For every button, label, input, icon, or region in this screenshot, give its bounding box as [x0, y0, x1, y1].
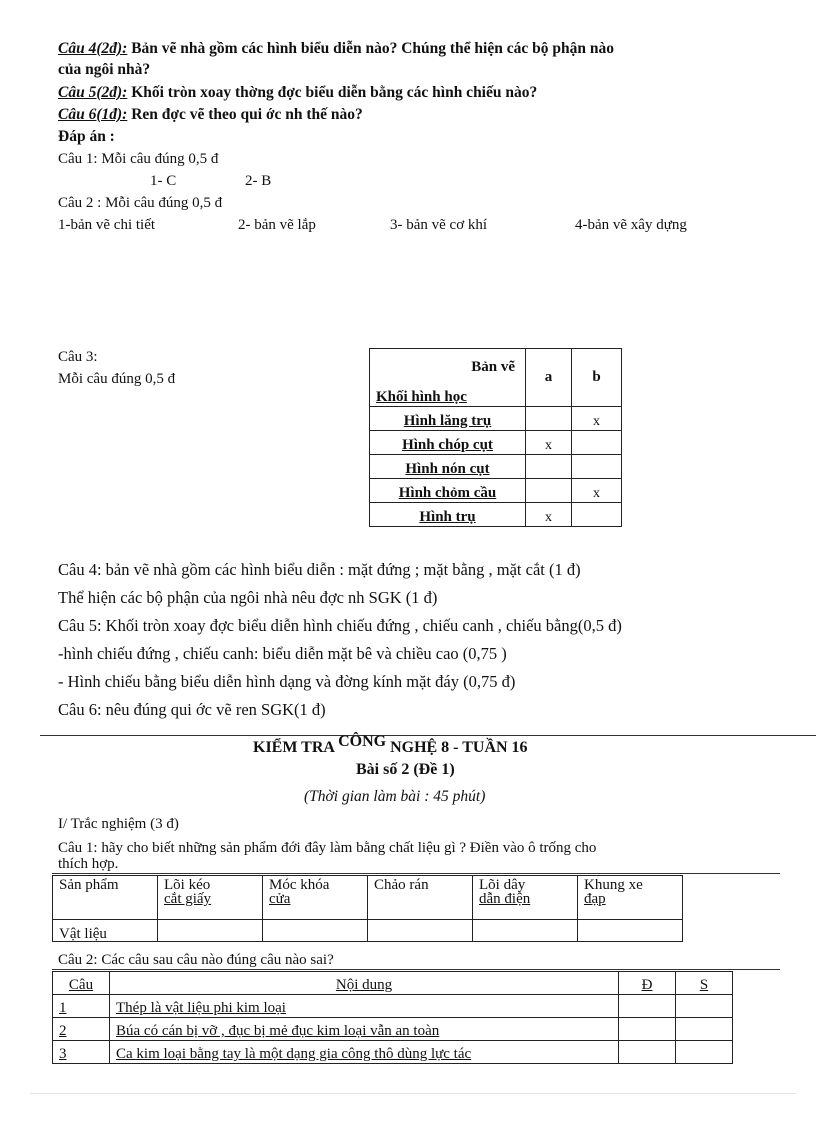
tf-header-content: Nội dung	[110, 972, 619, 995]
exam-section: I/ Trắc nghiệm (3 đ)	[58, 816, 179, 832]
question-4-cont: của ngôi nhà?	[58, 61, 151, 78]
product-line: đạp	[584, 891, 606, 907]
material-cell	[578, 920, 683, 942]
exam-q1-b: thích hợp.	[58, 856, 119, 872]
cau1-answer-1: 1- C	[150, 173, 177, 189]
shape-table-col-b: b	[572, 349, 622, 407]
question-6	[58, 106, 363, 124]
tf-row-false	[676, 1041, 733, 1064]
product-cell	[158, 876, 263, 920]
answer-line-6: Câu 6: nêu đúng qui ớc vẽ ren SGK(1 đ)	[58, 700, 326, 719]
product-line: Lõi kéo	[164, 877, 211, 893]
product-line: Chảo rán	[374, 877, 429, 893]
question-6-label: Câu 6(1đ):	[58, 106, 128, 123]
shape-row-name: Hình chỏm cầu	[370, 479, 526, 503]
tf-header-false: S	[676, 972, 733, 995]
cau1-line: Câu 1: Mỗi câu đúng 0,5 đ	[58, 151, 219, 167]
shape-table-col-a: a	[526, 349, 572, 407]
q1-rule	[52, 873, 780, 874]
tf-row-num: 2	[53, 1018, 110, 1041]
exam-title-c: NGHỆ 8 - TUẦN 16	[390, 739, 528, 756]
cau3-line-2: Mỗi câu đúng 0,5 đ	[58, 371, 176, 387]
product-line: dẫn điện	[479, 891, 531, 907]
question-6-text: Ren đợc vẽ theo qui ớc nh thế nào?	[131, 106, 363, 123]
question-4-text: Bản vẽ nhà gồm các hình biểu diễn nào? Chúng thể hiện các bộ phận nào	[131, 40, 614, 57]
question-5-label: Câu 5(2đ):	[58, 84, 128, 101]
shape-row-a	[526, 407, 572, 431]
question-5	[58, 84, 537, 102]
product-line: Móc khóa	[269, 877, 330, 893]
exam-subtitle: Bài số 2 (Đề 1)	[356, 761, 455, 778]
product-table	[52, 875, 683, 942]
section-divider	[40, 735, 816, 736]
cau2-line: Câu 2 : Mỗi câu đúng 0,5 đ	[58, 195, 223, 211]
product-line: cắt giấy	[164, 891, 212, 907]
tf-row-true	[619, 1018, 676, 1041]
answer-line-4: -hình chiếu đứng , chiếu canh: biểu diễn mặt bê và chiều cao (0,75 )	[58, 644, 507, 663]
shape-table-header-cell	[370, 349, 526, 407]
shape-table-header-top: Bản vẽ	[471, 359, 515, 375]
shape-row-b: x	[572, 407, 622, 431]
exam-q1-a: Câu 1: hãy cho biết những sản phẩm đới đây làm bằng chất liệu gì ? Điền vào ô trống cho	[58, 840, 597, 856]
product-cell	[473, 876, 578, 920]
shape-row-name: Hình nón cụt	[370, 455, 526, 479]
material-cell	[473, 920, 578, 942]
tf-header-true: Đ	[619, 972, 676, 995]
shape-row-a	[526, 479, 572, 503]
shape-row-b: x	[572, 479, 622, 503]
product-table-label: Sản phẩm	[53, 876, 158, 920]
exam-title-b: CÔNG	[338, 733, 387, 750]
truefalse-table	[52, 971, 733, 1064]
answers-title: Đáp án :	[58, 128, 115, 145]
exam-title	[253, 733, 528, 757]
material-cell	[368, 920, 473, 942]
material-label: Vật liệu	[53, 920, 158, 942]
material-cell	[158, 920, 263, 942]
question-4-label: Câu 4(2đ):	[58, 40, 128, 57]
tf-row-true	[619, 995, 676, 1018]
cau1-answer-2: 2- B	[245, 173, 272, 189]
shape-row-b	[572, 503, 622, 527]
product-cell	[263, 876, 368, 920]
shape-row-name: Hình chóp cụt	[370, 431, 526, 455]
tf-row-text: Ca kim loại bằng tay là một dạng gia công thô dùng lực tác	[110, 1041, 619, 1064]
answer-line-3: Câu 5: Khối tròn xoay đợc biểu diễn hình chiếu đứng , chiếu canh , chiếu bằng(0,5 đ)	[58, 616, 622, 635]
product-cell	[368, 876, 473, 920]
shape-row-a: x	[526, 431, 572, 455]
tf-row-false	[676, 995, 733, 1018]
shape-row-a	[526, 455, 572, 479]
tf-row-false	[676, 1018, 733, 1041]
product-line: cửa	[269, 891, 291, 907]
shape-row-b	[572, 455, 622, 479]
answer-line-5: - Hình chiếu bằng biểu diễn hình dạng và đờng kính mặt đáy (0,75 đ)	[58, 672, 516, 691]
tf-row-num: 3	[53, 1041, 110, 1064]
shape-row-name: Hình trụ	[370, 503, 526, 527]
shape-row-name: Hình lăng trụ	[370, 407, 526, 431]
product-line: Khung xe	[584, 877, 643, 893]
cau2-item-4: 4-bản vẽ xây dựng	[575, 217, 687, 233]
product-line: Lõi dây	[479, 877, 526, 893]
material-cell	[263, 920, 368, 942]
tf-row-text: Thép là vật liệu phi kim loại	[110, 995, 619, 1018]
tf-header-num: Câu	[53, 972, 110, 995]
tf-row-num: 1	[53, 995, 110, 1018]
exam-q2: Câu 2: Các câu sau câu nào đúng câu nào sai?	[58, 952, 334, 968]
q2-rule	[52, 969, 780, 970]
shape-table	[369, 348, 622, 527]
cau3-line-1: Câu 3:	[58, 349, 98, 365]
answer-line-1: Câu 4: bản vẽ nhà gồm các hình biểu diễn : mặt đứng ; mặt bằng , mặt cắt (1 đ)	[58, 560, 581, 579]
answer-line-2: Thể hiện các bộ phận của ngôi nhà nêu đợc nh SGK (1 đ)	[58, 588, 438, 607]
shape-row-a: x	[526, 503, 572, 527]
cau2-item-3: 3- bản vẽ cơ khí	[390, 217, 488, 233]
page-bottom-edge	[30, 1093, 796, 1094]
shape-table-header-bottom: Khối hình học	[376, 389, 467, 405]
tf-row-true	[619, 1041, 676, 1064]
product-cell	[578, 876, 683, 920]
cau2-item-2: 2- bản vẽ lắp	[238, 217, 316, 233]
cau2-item-1: 1-bản vẽ chi tiết	[58, 217, 156, 233]
exam-title-a: KIỂM TRA	[253, 739, 335, 756]
tf-row-text: Búa có cán bị vỡ , đục bị mẻ đục kim loại vẫn an toàn	[110, 1018, 619, 1041]
exam-time: (Thời gian làm bài : 45 phút)	[304, 788, 486, 805]
question-4	[58, 40, 614, 58]
question-5-text: Khối tròn xoay thờng đợc biểu diễn bằng các hình chiếu nào?	[131, 84, 538, 101]
shape-row-b	[572, 431, 622, 455]
